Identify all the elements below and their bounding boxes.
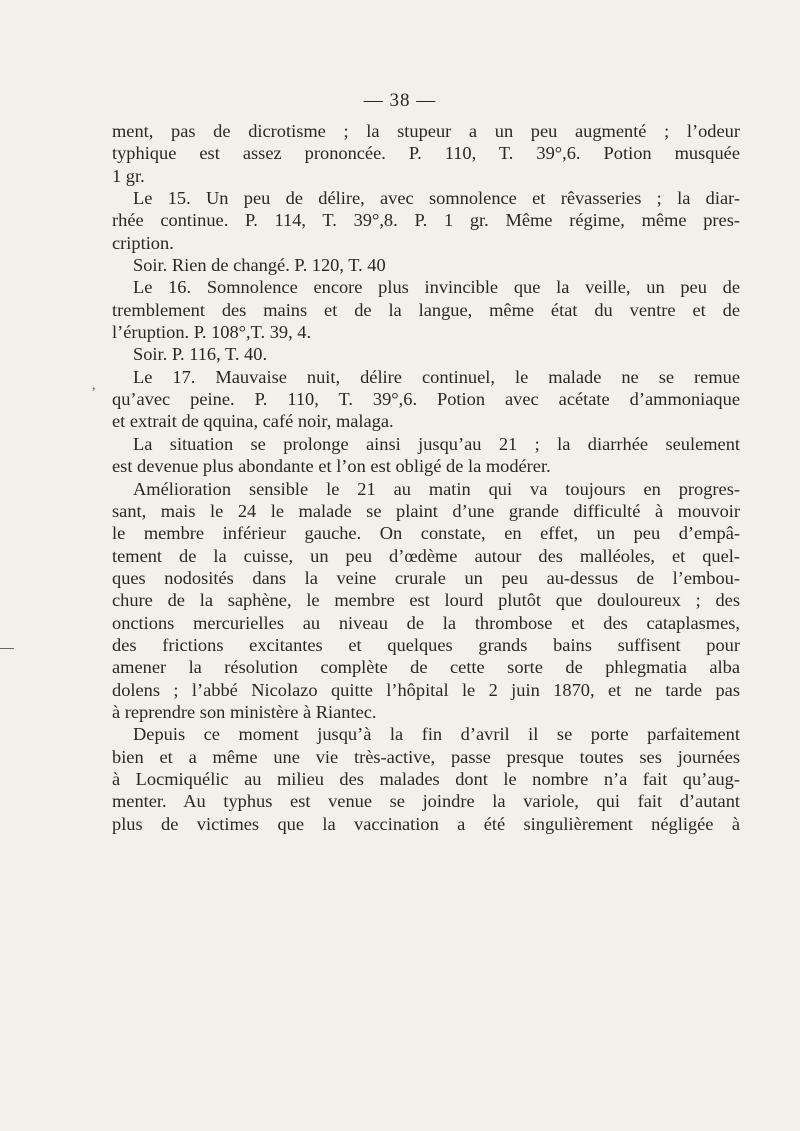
text-line: le membre inférieur gauche. On constate, en effet, un peu d’empâ-: [112, 523, 740, 544]
text-line: amener la résolution complète de cette sorte de phlegmatia alba: [112, 657, 740, 678]
page-edge-mark: [0, 648, 14, 649]
text-line: tement de la cuisse, un peu d’œdème autour des malléoles, et quel-: [112, 545, 740, 566]
text-line: Amélioration sensible le 21 au matin qui va toujours en progres-: [133, 478, 740, 499]
text-line: La situation se prolonge ainsi jusqu’au 21 ; la diarrhée seulement: [133, 433, 740, 454]
text-line: à Locmiquélic au milieu des malades dont le nombre n’a fait qu’aug-: [112, 768, 740, 789]
text-line: rhée continue. P. 114, T. 39°,8. P. 1 gr. Même régime, même pres-: [112, 210, 740, 231]
text-line: et extrait de qquina, café noir, malaga.: [112, 411, 394, 432]
text-line: qu’avec peine. P. 110, T. 39°,6. Potion avec acétate d’ammoniaque: [112, 389, 740, 410]
text-line: 1 gr.: [112, 165, 145, 186]
text-line: Soir. P. 116, T. 40.: [133, 344, 268, 365]
text-line: Le 17. Mauvaise nuit, délire continuel, le malade ne se remue: [133, 366, 740, 387]
text-line: dolens ; l’abbé Nicolazo quitte l’hôpital le 2 juin 1870, et ne tarde pas: [112, 679, 740, 700]
text-line: Le 16. Somnolence encore plus invincible que la veille, un peu de: [133, 277, 740, 298]
margin-mark: ,: [92, 378, 96, 393]
text-line: à reprendre son ministère à Riantec.: [112, 701, 377, 722]
text-line: onctions mercurielles au niveau de la thrombose et des cataplasmes,: [112, 612, 740, 633]
text-line: chure de la saphène, le membre est lourd plutôt que douloureux ; des: [112, 590, 740, 611]
text-line: Soir. Rien de changé. P. 120, T. 40: [133, 255, 386, 276]
text-line: Depuis ce moment jusqu’à la fin d’avril il se porte parfaitement: [133, 724, 740, 745]
text-line: menter. Au typhus est venue se joindre la variole, qui fait d’autant: [112, 791, 740, 812]
text-line: ment, pas de dicrotisme ; la stupeur a un peu augmenté ; l’odeur: [112, 121, 740, 141]
page-number: — 38 —: [363, 90, 437, 111]
text-line: plus de victimes que la vaccination a été singulièrement négligée à: [112, 813, 740, 834]
text-line: cription.: [112, 232, 174, 253]
text-line: typhique est assez prononcée. P. 110, T. 39°,6. Potion musquée: [112, 143, 740, 164]
text-line: tremblement des mains et de la langue, même état du ventre et de: [112, 299, 740, 320]
text-line: bien et a même une vie très-active, passe presque toutes ses journées: [112, 746, 740, 767]
body-text: [112, 120, 740, 835]
text-line: Le 15. Un peu de délire, avec somnolence et rêvasseries ; la diar-: [133, 188, 740, 209]
text-line: des frictions excitantes et quelques grands bains suffisent pour: [112, 634, 740, 655]
text-line: est devenue plus abondante et l’on est obligé de la modérer.: [112, 456, 551, 477]
text-line: sant, mais le 24 le malade se plaint d’une grande difficulté à mouvoir: [112, 500, 740, 521]
text-line: l’éruption. P. 108°,T. 39, 4.: [112, 322, 312, 343]
text-line: ques nodosités dans la veine crurale un peu au-dessus de l’embou-: [112, 567, 740, 588]
